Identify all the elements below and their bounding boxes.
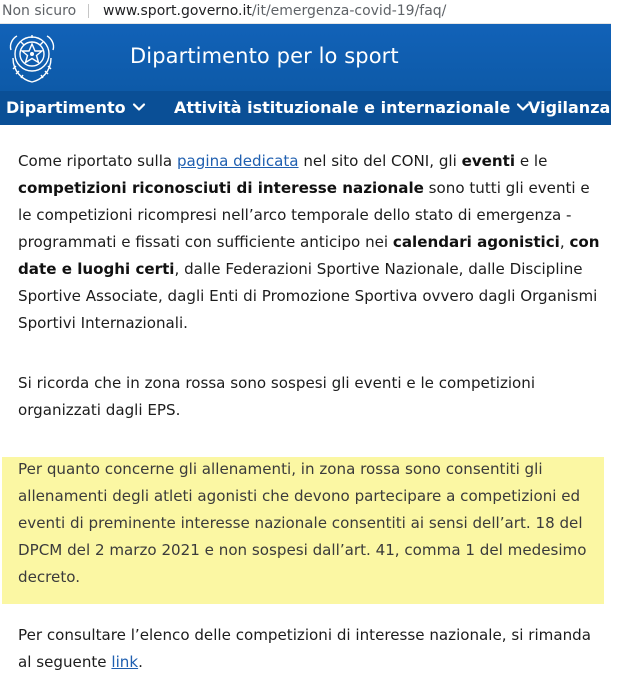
- text-run: nel sito del CONI, gli: [298, 152, 462, 170]
- text-run: , dalle Federazioni Sportive Nazionale, dalle Discipline Sportive Associate, dagli Enti di Promozione Sportiva ovvero dagli Organismi Sportivi Internazionali.: [18, 260, 598, 332]
- faq-paragraph-training: [18, 456, 603, 591]
- url-text[interactable]: [103, 0, 446, 22]
- text-run: Come riportato sulla: [18, 152, 177, 170]
- text-run: Per consultare l’elenco delle competizioni di interesse nazionale, si rimanda al seguente: [18, 626, 591, 671]
- address-divider: [88, 4, 89, 18]
- browser-address-bar[interactable]: [0, 0, 611, 24]
- site-header: [0, 24, 611, 91]
- bold-text: con date e luoghi certi: [18, 233, 600, 278]
- faq-paragraph-competitions-list: [18, 622, 603, 676]
- nav-item-vigilanza[interactable]: [528, 91, 625, 125]
- faq-paragraph-events: [18, 148, 603, 337]
- bold-text: eventi: [461, 152, 516, 170]
- url-domain: www.sport.governo.it: [103, 3, 252, 19]
- security-status[interactable]: Non sicuro: [2, 3, 77, 19]
- competitions-link[interactable]: link: [111, 653, 139, 671]
- text-run: .: [138, 653, 143, 671]
- text-run: e le: [515, 152, 548, 170]
- paragraph-text: Per quanto concerne gli allenamenti, in zona rossa sono consentiti gli allenamenti degli atleti agonisti che devono partecipare a competizioni ed eventi di preminente interesse nazionale consentiti ai sensi dell’art. 18 del DPCM del 2 marzo 2021 e non sospesi dall’art. 41, comma 1 del medesimo decreto.: [18, 460, 587, 586]
- paragraph-text: [18, 622, 603, 676]
- pagina-dedicata-link[interactable]: pagina dedicata: [176, 152, 299, 170]
- nav-item-dipartimento[interactable]: [6, 91, 146, 125]
- url-path: /it/emergenza-covid-19/faq/: [251, 3, 447, 19]
- bold-text: competizioni riconosciuti di interesse nazionale: [18, 179, 424, 197]
- nav-item-label: Dipartimento: [6, 98, 126, 117]
- italian-republic-emblem-icon[interactable]: [7, 28, 57, 86]
- faq-paragraph-red-zone: [18, 370, 603, 424]
- paragraph-text: [18, 148, 603, 337]
- site-title[interactable]: Dipartimento per lo sport: [130, 44, 399, 68]
- text-run: ,: [559, 233, 570, 251]
- nav-item-label: Vigilanza s: [528, 98, 625, 117]
- chevron-down-icon: [132, 100, 146, 114]
- text-run: sono tutti gli eventi e le competizioni ricompresi nell’arco temporale dello stato di emergenza - programmati e fissati con sufficiente anticipo nei: [18, 179, 590, 251]
- main-navigation: [0, 91, 625, 125]
- nav-item-label: Attività istituzionale e internazionale: [174, 98, 511, 117]
- paragraph-text: Si ricorda che in zona rossa sono sospesi gli eventi e le competizioni organizzati dagli EPS.: [18, 374, 536, 419]
- bold-text: calendari agonistici: [392, 233, 560, 251]
- nav-item-attivita[interactable]: [174, 91, 530, 125]
